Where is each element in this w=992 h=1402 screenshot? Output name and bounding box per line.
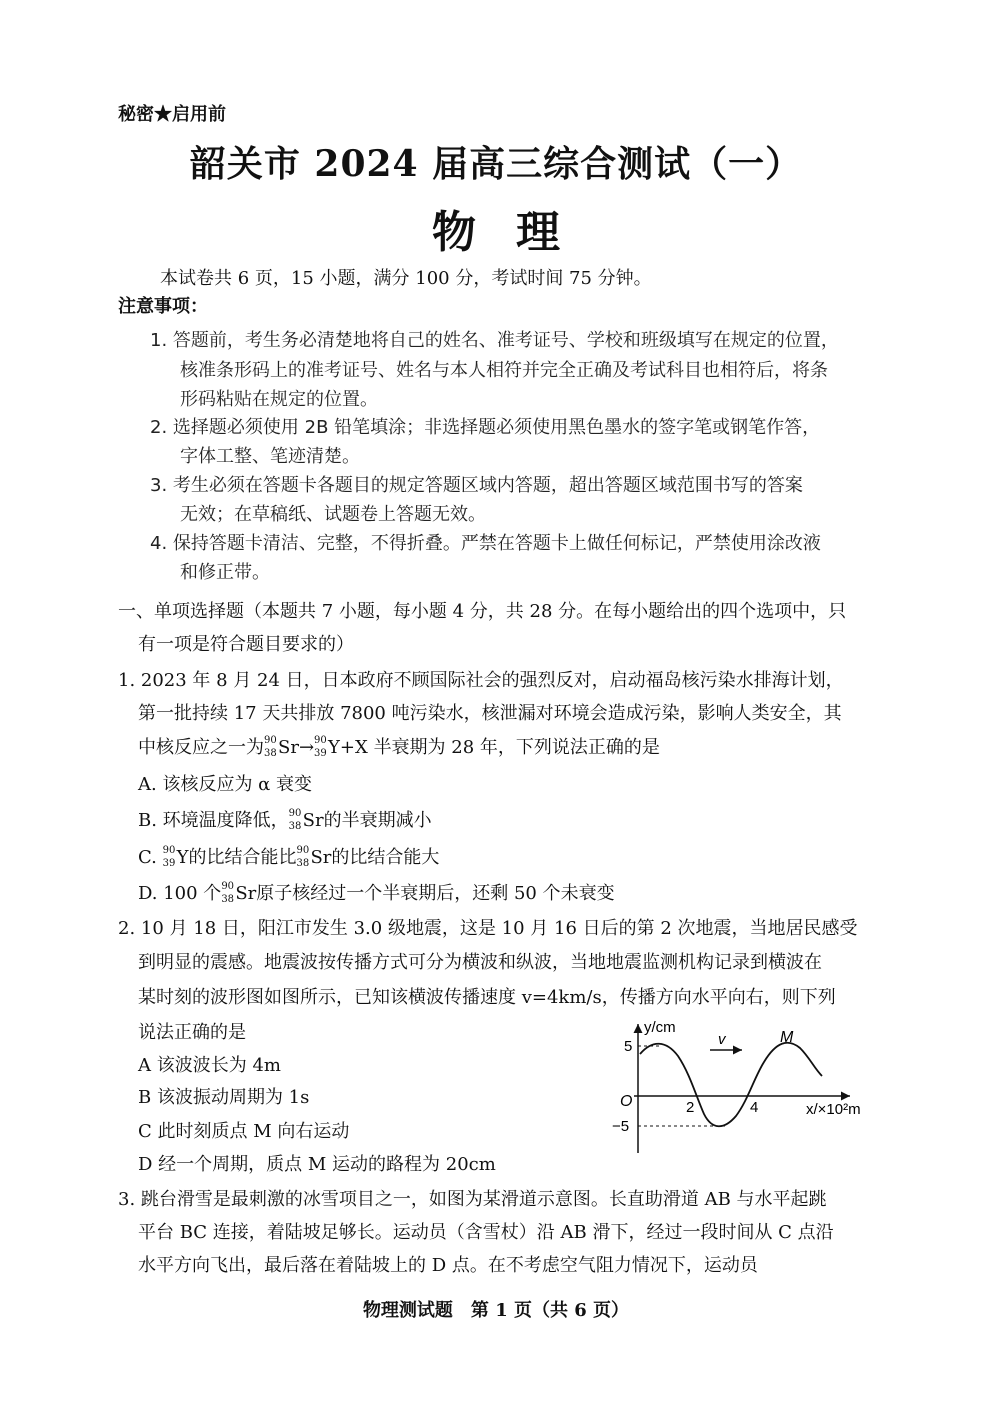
x-axis-label: x/×10²m [806, 1101, 861, 1118]
y-axis-label: y/cm [644, 1019, 676, 1036]
section-1-heading-2: 有一项是符合题目要求的） [138, 634, 354, 655]
section-1-heading: 一、单项选择题（本题共 7 小题，每小题 4 分，共 28 分。在每小题给出的四个选项中，只 [118, 601, 847, 622]
q1-line-1: 1. 2023 年 8 月 24 日，日本政府不顾国际社会的强烈反对，启动福岛核污染水排海计划， [118, 670, 844, 691]
q3-line-3: 水平方向飞出，最后落在着陆坡上的 D 点。在不考虑空气阻力情况下，运动员 [138, 1255, 758, 1276]
q3-line-2: 平台 BC 连接，着陆坡足够长。运动员（含雪杖）沿 AB 滑下，经过一段时间从 C 点沿 [138, 1222, 834, 1243]
q2-option-d: D 经一个周期，质点 M 运动的路程为 20cm [138, 1154, 496, 1175]
wave-graph [600, 1018, 920, 1158]
q2-option-b: B 该波振动周期为 1s [138, 1087, 310, 1108]
q2-line-4: 说法正确的是 [138, 1022, 246, 1043]
page-footer: 物理测试题 第 1 页（共 6 页） [362, 1300, 630, 1321]
note-4-line-2: 和修正带。 [180, 562, 270, 583]
note-2-line-2: 字体工整、笔迹清楚。 [180, 446, 360, 467]
y-tick-5: 5 [624, 1038, 633, 1055]
q1-option-b: B. 环境温度降低， 90 38 Sr的半衰期减小 [138, 808, 432, 832]
subject-title: 物理 [432, 207, 600, 258]
q1-line-3: 中核反应之一为 90 38 Sr→ 90 39 Y+X 半衰期为 28 年，下列说法正确的是 [138, 735, 660, 759]
exam-intro: 本试卷共 6 页，15 小题，满分 100 分，考试时间 75 分钟。 [160, 268, 652, 289]
x-tick-2: 2 [686, 1099, 695, 1116]
x-tick-4: 4 [750, 1099, 759, 1116]
q1-option-c: C. 90 39 Y的比结合能比 90 38 Sr的比结合能大 [138, 845, 440, 869]
q2-line-2: 到明显的震感。地震波按传播方式可分为横波和纵波，当地地震监测机构记录到横波在 [138, 952, 822, 973]
note-3-line-1: 3. 考生必须在答题卡各题目的规定答题区域内答题，超出答题区域范围书写的答案 [150, 475, 803, 496]
q1-option-a: A. 该核反应为 α 衰变 [138, 774, 313, 795]
q2-line-3: 某时刻的波形图如图所示，已知该横波传播速度 v=4km/s，传播方向水平向右，则下列 [138, 987, 836, 1008]
exam-title: 韶关市 2024 届高三综合测试（一） [189, 143, 803, 185]
note-1-line-1: 1. 答题前，考生务必清楚地将自己的姓名、准考证号、学校和班级填写在规定的位置， [150, 330, 839, 351]
y-tick-neg5: −5 [612, 1118, 630, 1135]
q3-line-1: 3. 跳台滑雪是最刺激的冰雪项目之一，如图为某滑道示意图。长直助滑道 AB 与水平起跳 [118, 1189, 827, 1210]
note-1-line-2: 核准条形码上的准考证号、姓名与本人相符并完全正确及考试科目也相符后，将条 [180, 360, 828, 381]
secret-label: 秘密★启用前 [118, 104, 226, 125]
wave-curve [640, 1043, 822, 1127]
origin-label: O [620, 1093, 633, 1110]
point-m-label: M [780, 1029, 794, 1046]
q1-option-d: D. 100 个 90 38 Sr原子核经过一个半衰期后，还剩 50 个未衰变 [138, 881, 615, 905]
q2-option-a: A 该波波长为 4m [138, 1055, 281, 1076]
note-3-line-2: 无效；在草稿纸、试题卷上答题无效。 [180, 504, 486, 525]
note-1-line-3: 形码粘贴在规定的位置。 [180, 389, 378, 410]
q1-line-2: 第一批持续 17 天共排放 7800 吨污染水，核泄漏对环境会造成污染，影响人类安全，其 [138, 703, 842, 724]
note-4-line-1: 4. 保持答题卡清洁、完整，不得折叠。严禁在答题卡上做任何标记，严禁使用涂改液 [150, 533, 821, 554]
notes-heading: 注意事项： [118, 296, 208, 317]
velocity-label: v [718, 1031, 726, 1048]
note-2-line-1: 2. 选择题必须使用 2B 铅笔填涂；非选择题必须使用黑色墨水的签字笔或钢笔作答， [150, 417, 821, 438]
q2-option-c: C 此时刻质点 M 向右运动 [138, 1121, 350, 1142]
q2-line-1: 2. 10 月 18 日，阳江市发生 3.0 级地震，这是 10 月 16 日后的第 2 次地震，当地居民感受 [118, 918, 858, 939]
